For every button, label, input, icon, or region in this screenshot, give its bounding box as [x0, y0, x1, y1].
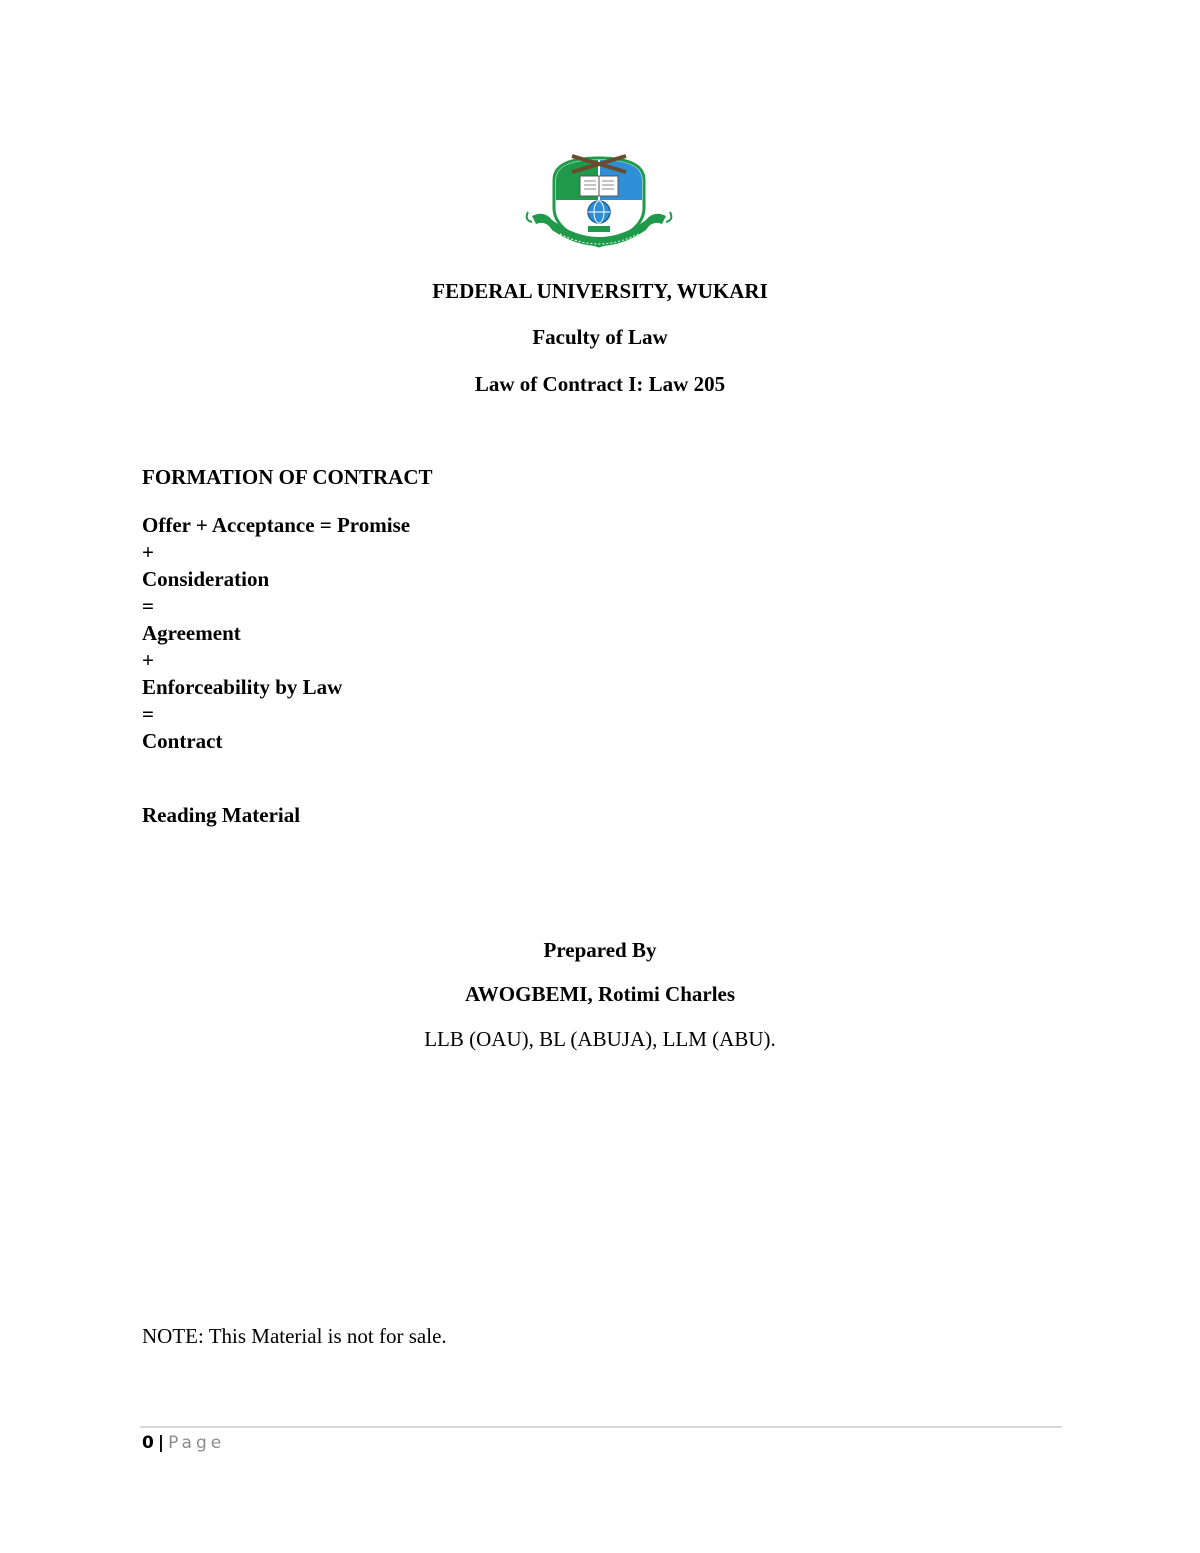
- author-credentials: LLB (OAU), BL (ABUJA), LLM (ABU).: [424, 1027, 776, 1051]
- formula-line: +: [142, 648, 154, 672]
- university-crest-icon: [524, 150, 674, 256]
- course-title: Law of Contract I: Law 205: [474, 372, 726, 396]
- formula-line: Offer + Acceptance = Promise: [142, 513, 411, 537]
- prepared-by-label: Prepared By: [543, 938, 657, 962]
- page-number: 0: [142, 1433, 154, 1453]
- formula-line: Consideration: [142, 567, 270, 591]
- formula-line: Contract: [142, 729, 223, 753]
- formula-line: =: [142, 702, 154, 726]
- sale-note: NOTE: This Material is not for sale.: [142, 1324, 447, 1348]
- footer-divider: [140, 1426, 1062, 1428]
- formula-line: Enforceability by Law: [142, 675, 343, 699]
- section-heading: FORMATION OF CONTRACT: [142, 465, 433, 489]
- reading-material-label: Reading Material: [142, 803, 301, 827]
- footer-separator: |: [157, 1433, 165, 1453]
- faculty-name: Faculty of Law: [532, 325, 668, 349]
- page-footer: [142, 1432, 225, 1454]
- author-name: AWOGBEMI, Rotimi Charles: [464, 982, 736, 1006]
- page-label: Page: [168, 1433, 226, 1453]
- formula-line: Agreement: [142, 621, 241, 645]
- university-name: FEDERAL UNIVERSITY, WUKARI: [432, 279, 768, 303]
- formula-line: =: [142, 594, 154, 618]
- formula-line: +: [142, 540, 154, 564]
